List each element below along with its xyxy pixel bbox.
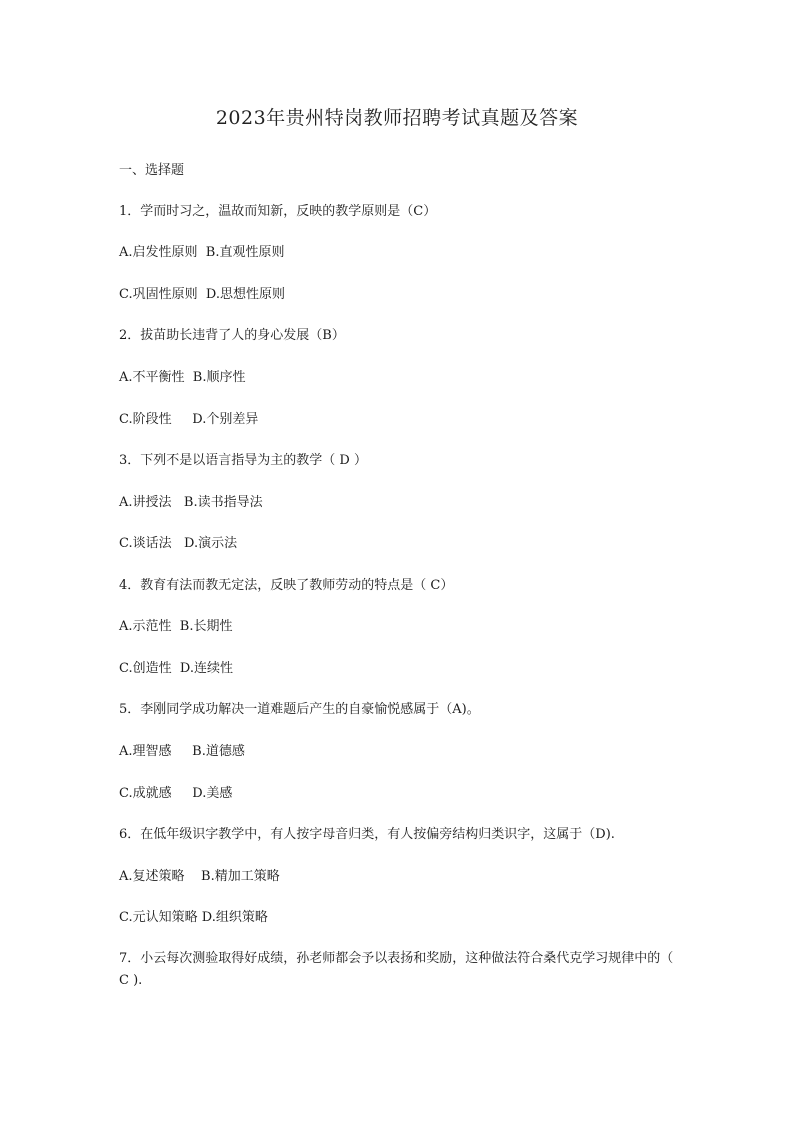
question-6-options-ab: A.复述策略 B.精加工策略	[119, 869, 280, 884]
question-2-stem: 2．拔苗助长违背了人的身心发展（B）	[119, 328, 345, 343]
question-1-options-ab: A.启发性原则 B.直观性原则	[119, 245, 285, 260]
question-4-stem: 4．教育有法而教无定法，反映了教师劳动的特点是（ C）	[119, 578, 454, 593]
question-1-stem: 1．学而时习之，温故而知新，反映的教学原则是（C）	[119, 204, 437, 219]
question-3-options-ab: A.讲授法 B.读书指导法	[119, 495, 263, 510]
question-4-options-cd: C.创造性 D.连续性	[119, 661, 233, 676]
document-title: 2023年贵州特岗教师招聘考试真题及答案	[215, 107, 579, 129]
section-heading: 一、选择题	[119, 163, 185, 178]
question-5-stem: 5．李刚同学成功解决一道难题后产生的自豪愉悦感属于（A)。	[119, 702, 480, 717]
question-5-options-ab: A.理智感 B.道德感	[119, 744, 245, 759]
question-3-stem: 3．下列不是以语言指导为主的教学（ D ）	[119, 453, 367, 468]
question-2-options-ab: A.不平衡性 B.顺序性	[119, 370, 246, 385]
question-5-options-cd: C.成就感 D.美感	[119, 786, 233, 801]
question-2-options-cd: C.阶段性 D.个别差异	[119, 412, 259, 427]
question-4-options-ab: A.示范性 B.长期性	[119, 619, 233, 634]
question-3-options-cd: C.谈话法 D.演示法	[119, 536, 238, 551]
question-7-stem: 7．小云每次测验取得好成绩，孙老师都会予以表扬和奖励，这种做法符合桑代克学习规律中的（ C ).	[119, 951, 674, 988]
question-6-stem: 6．在低年级识字教学中，有人按字母音归类，有人按偏旁结构归类识字，这属于（D).	[119, 827, 615, 842]
question-1-options-cd: C.巩固性原则 D.思想性原则	[119, 287, 285, 302]
question-6-options-cd: C.元认知策略 D.组织策略	[119, 910, 268, 925]
